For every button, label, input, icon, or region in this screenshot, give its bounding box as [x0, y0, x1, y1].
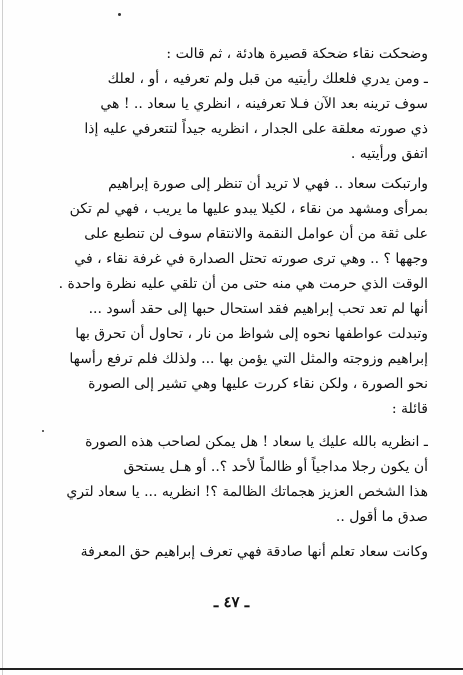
- text-line: هذا الشخص العزيز هجماتك الظالمة ؟! انظريه ... يا سعاد لتري: [66, 484, 428, 500]
- paragraph-3: [40, 430, 428, 530]
- paragraph-1: [40, 42, 428, 167]
- text-line: اتفق ورأيتيه .: [350, 146, 428, 162]
- text-line: وضحكت نقاء ضحكة قصيرة هادئة ، ثم قالت :: [166, 46, 428, 62]
- text-line: وتبدلت عواطفها نحوه إلى شواظ من نار ، تحاول أن تحرق بها: [75, 326, 428, 342]
- text-line: أنها لم تعد تحب إبراهيم فقد استحال حبها إلى حقد أسود ...: [88, 301, 428, 317]
- text-line: قائلة :: [391, 401, 428, 417]
- ink-speck: [118, 13, 121, 16]
- text-line: ذي صورته معلقة على الجدار ، انظريه جيداً لتتعرفي عليه إذا: [84, 121, 428, 137]
- page-bottom-edge: [0, 668, 463, 670]
- text-line: نحو الصورة ، ولكن نقاء كررت عليها وهي تشير إلى الصورة: [88, 376, 428, 392]
- paragraph-2: [40, 172, 428, 422]
- text-line: وكانت سعاد تعلم أنها صادقة فهي تعرف إبراهيم حق المعرفة: [80, 544, 428, 560]
- text-line: ـ ومن يدري فلعلك رأيتيه من قبل ولم تعرفيه ، أو ، لعلك: [107, 71, 428, 87]
- page-edge-shadow: [2, 0, 3, 675]
- text-line: وارتبكت سعاد .. فهي لا تريد أن تنظر إلى صورة إبراهيم: [108, 176, 428, 192]
- ink-speck: [42, 430, 44, 432]
- text-line: الوقت الذي حرمت هي منه حتى من أن تلقي عليه نظرة واحدة .: [58, 276, 428, 292]
- text-line: إبراهيم وزوجته والمثل التي يؤمن بها ... ولذلك فلم ترفع رأسها: [69, 351, 428, 367]
- text-line: وجهها ؟ .. وهي ترى صورته تحتل الصدارة في غرفة نقاء ، في: [74, 251, 428, 267]
- text-line: صدق ما أقول ..: [335, 509, 428, 525]
- text-line: أن يكون رجلا مداجياً أو ظالماً لأحد ؟.. أو هـل يستحق: [123, 459, 428, 475]
- text-line: ـ انظريه بالله عليك يا سعاد ! هل يمكن لصاحب هذه الصورة: [85, 434, 428, 450]
- paragraph-4: [40, 540, 428, 565]
- text-line: على ثقة من أن عوامل النقمة والانتقام سوف لن تنطبع على: [84, 226, 428, 242]
- text-line: سوف ترينه بعد الآن فـلا تعرفينه ، انظري يا سعاد .. ! هي: [100, 96, 428, 112]
- text-line: بمرأى ومشهد من نقاء ، لكيلا يبدو عليها ما يريب ، فهي لم تكن: [69, 201, 428, 217]
- page-number: ـ ٤٧ ـ: [213, 593, 250, 611]
